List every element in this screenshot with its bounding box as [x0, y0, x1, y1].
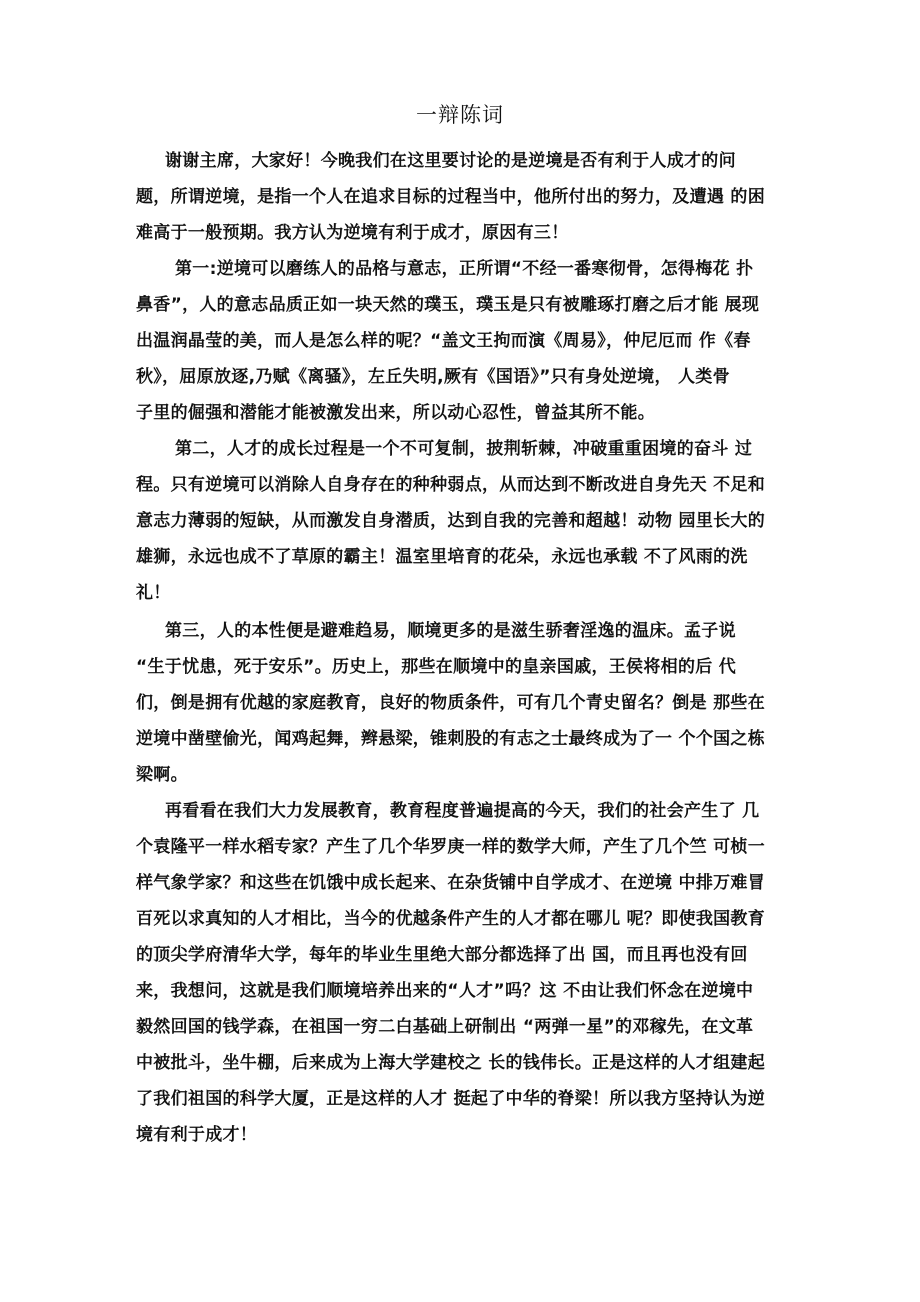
text-line: 中被批斗，坐牛棚，后来成为上海大学建校之 长的钱伟长。正是这样的人才组建起 [136, 1053, 766, 1073]
text-line: 毅然回国的钱学森，在祖国一穷二白基础上研制出 “两弹一星”的邓稼先，在文革 [136, 1017, 754, 1037]
text-line: 百死以求真知的人才相比，当今的优越条件产生的人才都在哪儿 呢？即使我国教育 [136, 909, 766, 929]
text-line: 谢谢主席，大家好！今晚我们在这里要讨论的是逆境是否有利于人成才的问 [165, 151, 736, 171]
text-line: 来，我想问，这就是我们顺境培养出来的“人才”吗？这 不由让我们怀念在逆境中 [136, 981, 754, 1001]
text-line: 题，所谓逆境，是指一个人在追求目标的过程当中，他所付出的努力，及遭遇 的困 [136, 187, 766, 207]
document-title: 一辩陈词 [416, 103, 504, 127]
text-line: “生于忧患，死于安乐”。历史上，那些在顺境中的皇亲国戚，王侯将相的后 代 [136, 657, 737, 677]
text-line: 意志力薄弱的短缺，从而激发自身潜质，达到自我的完善和超越！动物 园里长大的 [136, 511, 766, 531]
text-line: 们，倒是拥有优越的家庭教育，良好的物质条件，可有几个青史留名？倒是 那些在 [136, 693, 766, 713]
text-line: 逆境中凿壁偷光，闻鸡起舞，辫悬梁，锥刺股的有志之士最终成为了一 个个国之栋 [136, 729, 766, 749]
text-line: 了我们祖国的科学大厦，正是这样的人才 挺起了中华的脊梁！所以我方坚持认为逆 [136, 1089, 766, 1109]
text-line: 样气象学家？和这些在饥饿中成长起来、在杂货铺中自学成才、在逆境 中排万难冒 [136, 873, 766, 893]
text-line: 第三，人的本性便是避难趋易，顺境更多的是滋生骄奢淫逸的温床。孟子说 [165, 621, 736, 641]
text-line: 再看看在我们大力发展教育，教育程度普遍提高的今天，我们的社会产生了 几 [165, 801, 760, 821]
text-line: 个袁隆平一样水稻专家？产生了几个华罗庚一样的数学大师，产生了几个竺 可桢一 [136, 837, 766, 857]
text-line: 秋》，屈原放逐,乃赋《离骚》，左丘失明,厥有《国语》”只有身处逆境， 人类骨 [136, 367, 730, 387]
text-line: 的顶尖学府清华大学，每年的毕业生里绝大部分都选择了出 国，而且再也没有回 [136, 945, 748, 965]
text-line: 第一:逆境可以磨练人的品格与意志，正所谓“不经一番寒彻骨，怎得梅花 扑 [175, 259, 754, 279]
text-line: 出温润晶莹的美，而人是怎么样的呢？“盖文王拘而演《周易》，仲尼厄而 作《春 [136, 331, 751, 351]
text-line: 礼！ [136, 583, 171, 603]
text-line: 雄狮，永远也成不了草原的霸主！温室里培育的花朵，永远也承载 不了风雨的洗 [136, 547, 748, 567]
text-line: 难高于一般预期。我方认为逆境有利于成才，原因有三！ [136, 223, 569, 243]
text-line: 子里的倔强和潜能才能被激发出来，所以动心忍性，曾益其所不能。 [136, 403, 655, 423]
text-line: 第二，人才的成长过程是一个不可复制，披荆斩棘，冲破重重困境的奋斗 过 [175, 439, 753, 459]
text-line: 鼻香”，人的意志品质正如一块天然的璞玉，璞玉是只有被雕琢打磨之后才能 展现 [136, 295, 760, 315]
text-line: 梁啊。 [136, 765, 188, 785]
text-line: 境有利于成才！ [136, 1125, 258, 1145]
text-line: 程。只有逆境可以消除人自身存在的种种弱点，从而达到不断改进自身先天 不足和 [136, 475, 766, 495]
